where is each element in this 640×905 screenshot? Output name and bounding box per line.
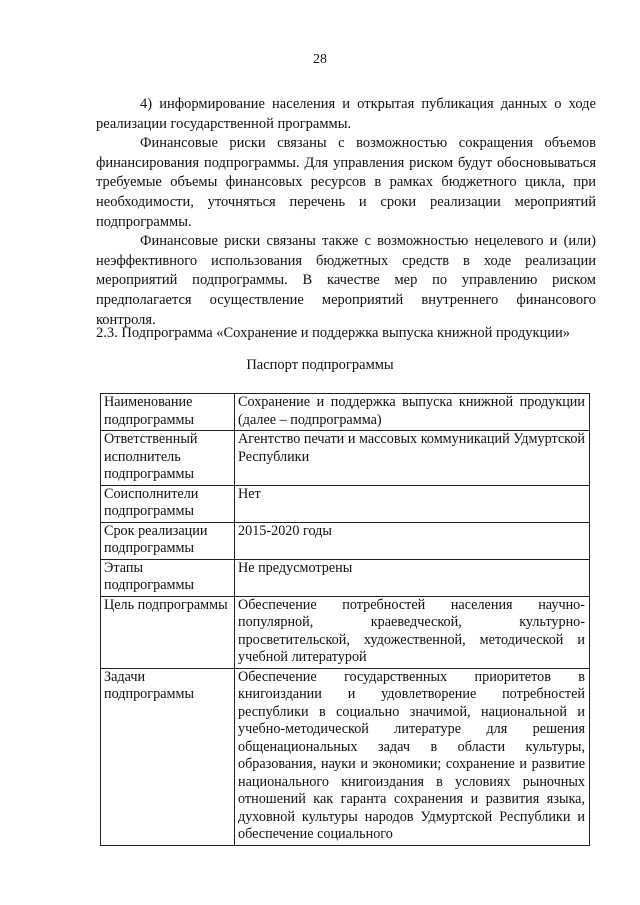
row-value: Не предусмотрены: [235, 559, 590, 596]
row-value: Сохранение и поддержка выпуска книжной продукции (далее – подпрограмма): [235, 394, 590, 431]
row-label: Соисполнители подпрограммы: [101, 485, 235, 522]
row-label: Цель подпрограммы: [101, 596, 235, 668]
row-label: Срок реализации подпрограммы: [101, 522, 235, 559]
table-row: [101, 596, 590, 668]
row-value: 2015-2020 годы: [235, 522, 590, 559]
table-row: [101, 522, 590, 559]
row-value: Агентство печати и массовых коммуникаций Удмуртской Республики: [235, 431, 590, 486]
paragraph-informing: 4) информирование населения и открытая публикация данных о ходе реализации государственной программы.: [96, 96, 596, 132]
table-row: [101, 394, 590, 431]
row-label: Наименование подпрограммы: [101, 394, 235, 431]
paragraph-financial-risks-misuse: Финансовые риски связаны также с возможностью нецелевого и (или) неэффективного использования бюджетных средств в ходе реализации мероприятий подпрограммы. В качестве мер по управлению риском предполагается осуществление мероприятий внутреннего финансового контроля.: [96, 233, 596, 328]
passport-title: Паспорт подпрограммы: [246, 357, 394, 373]
page-number: 28: [313, 52, 327, 67]
table-row: [101, 431, 590, 486]
table-row: [101, 668, 590, 845]
paragraph-financial-risks-reduction: Финансовые риски связаны с возможностью сокращения объемов финансирования подпрограммы. Для управления риском будут обосновываться требуемые объемы финансовых ресурсов в рамках бюджетного цикла, при необходимости, уточняться перечень и сроки реализации мероприятий подпрограммы.: [96, 135, 596, 230]
row-value: Обеспечение государственных приоритетов в книгоиздании и удовлетворение потребностей республики в социально значимой, национальной и учебно-методической литературе для решения общенациональных задач в области культуры, образования, науки и экономики; сохранение и развитие национального книгоиздания в условиях рыночных отношений как гаранта сохранения и развития языка, духовной культуры народов Удмуртской Республики и обеспечение социального: [235, 668, 590, 845]
body-text: [96, 95, 596, 330]
row-value: Нет: [235, 485, 590, 522]
row-label: Этапы подпрограммы: [101, 559, 235, 596]
row-label: Задачи подпрограммы: [101, 668, 235, 845]
passport-table: [100, 393, 590, 846]
table-row: [101, 559, 590, 596]
row-label: Ответственный исполнитель подпрограммы: [101, 431, 235, 486]
row-value: Обеспечение потребностей населения научно-популярной, краеведческой, культурно-просветительской, художественной, методической и учебной литературой: [235, 596, 590, 668]
table-row: [101, 485, 590, 522]
section-heading: 2.3. Подпрограмма «Сохранение и поддержка выпуска книжной продукции»: [96, 325, 571, 341]
